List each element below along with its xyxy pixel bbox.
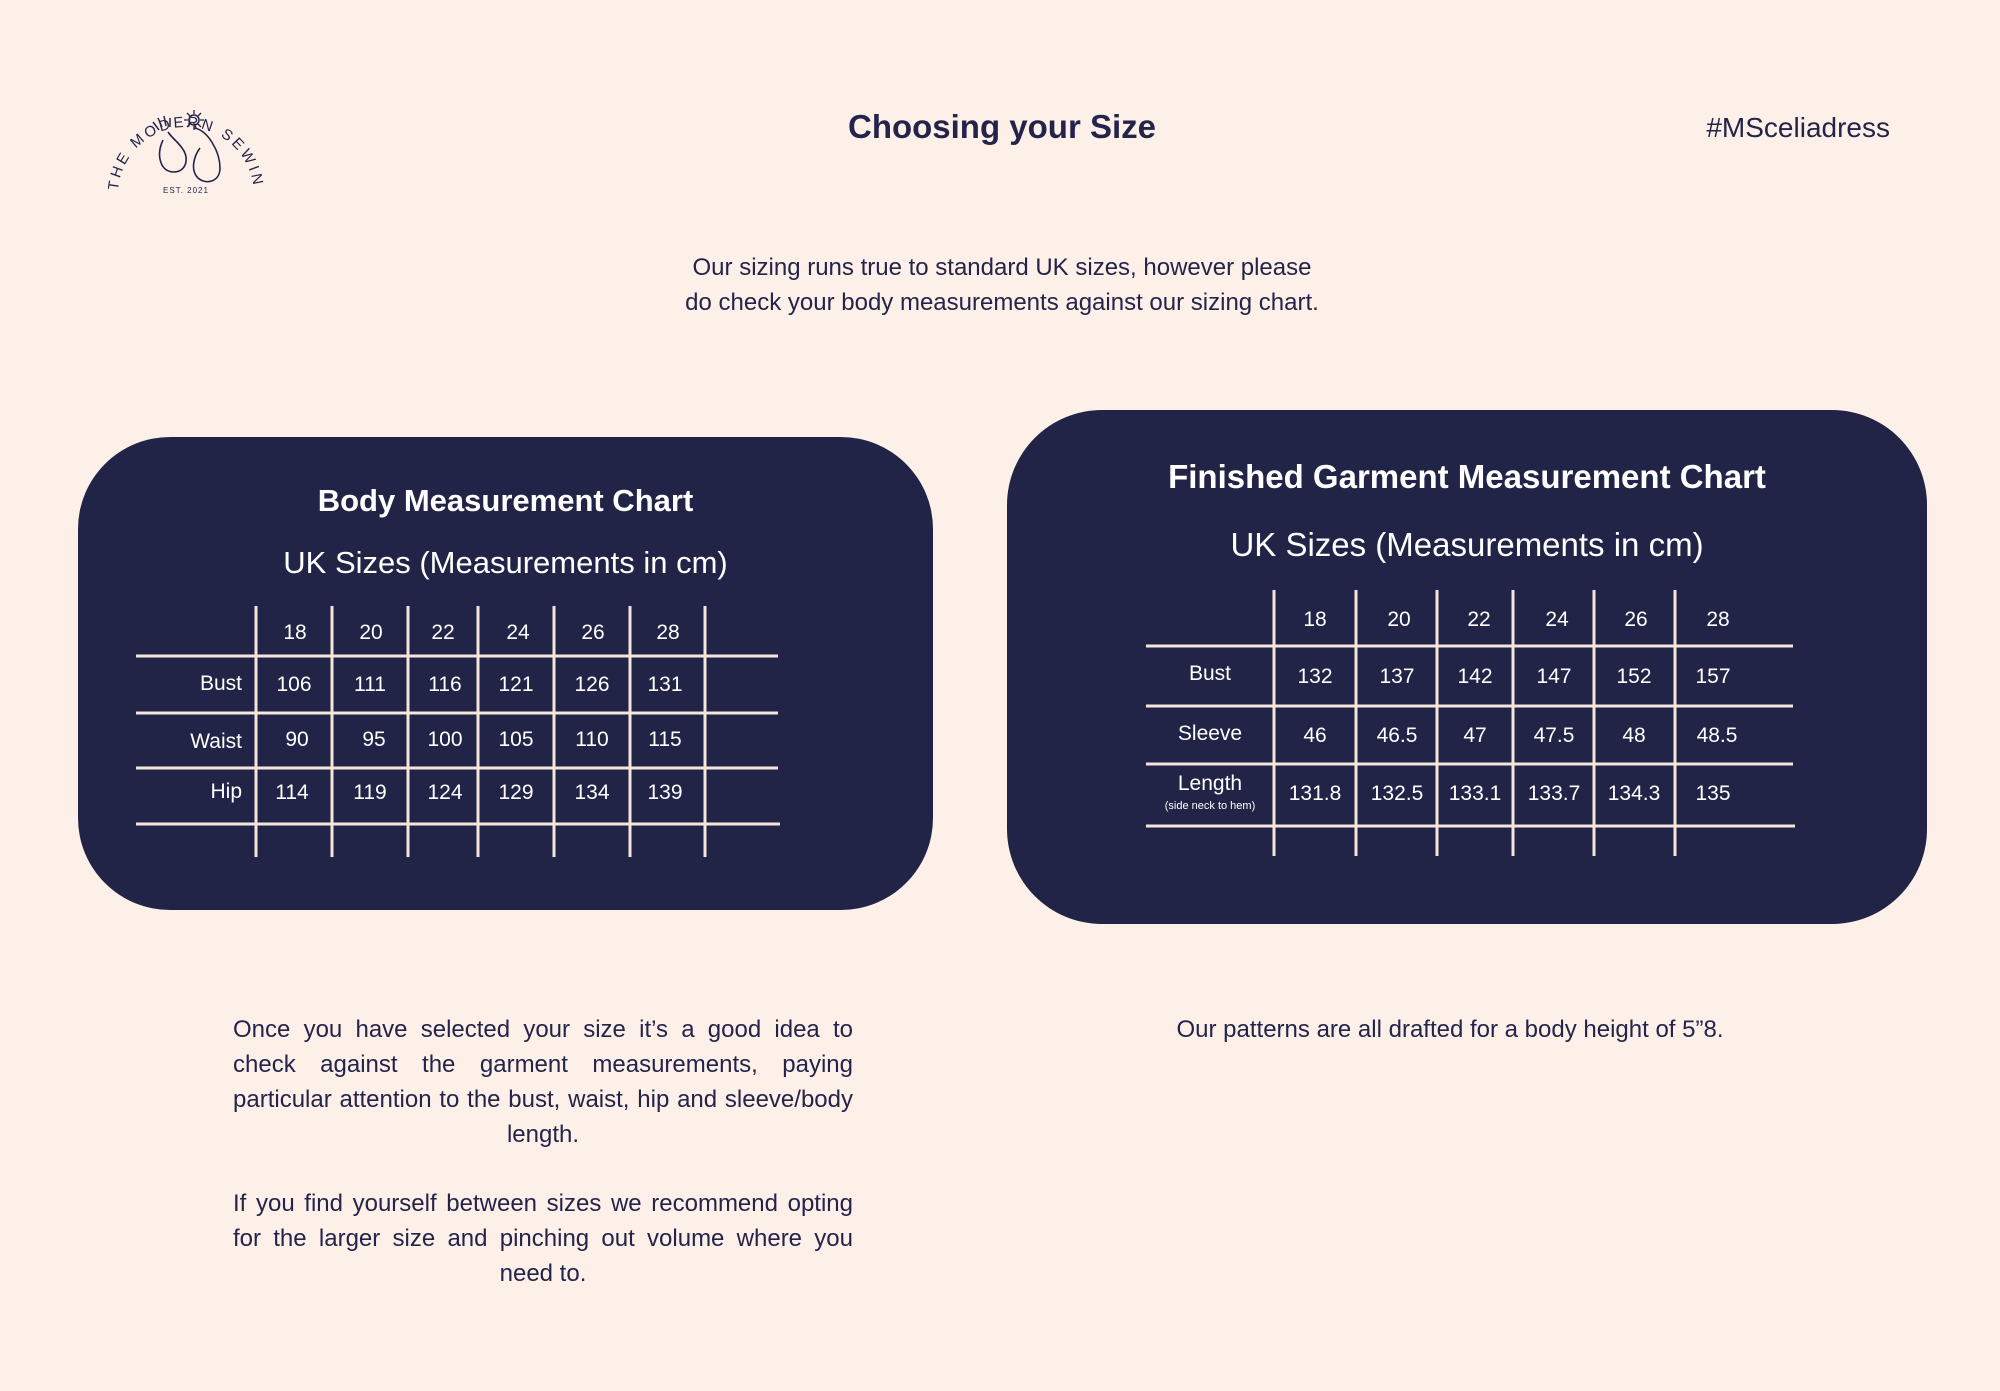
hashtag-label: #MSceliadress: [1706, 112, 1890, 143]
table-cell: 134: [574, 781, 610, 804]
intro-line-1: Our sizing runs true to standard UK sizes, however please: [692, 254, 1312, 281]
size-header: 18: [1303, 608, 1327, 631]
row-label-waist: Waist: [190, 730, 242, 753]
table-cell: 116: [428, 673, 462, 696]
table-cell: 152: [1616, 665, 1652, 688]
table-cell: 114: [275, 781, 309, 804]
table-cell: 147: [1536, 665, 1572, 688]
intro-line-2: do check your body measurements against our sizing chart.: [685, 289, 1319, 316]
row-label-length: Length: [1177, 772, 1243, 795]
size-header: 24: [506, 621, 530, 644]
garment-chart-subtitle: UK Sizes (Measurements in cm): [1230, 526, 1704, 563]
table-cell: 90: [285, 728, 309, 751]
row-label-hip: Hip: [210, 780, 242, 803]
table-cell: 47.5: [1533, 724, 1575, 747]
body-chart-title: Body Measurement Chart: [317, 483, 694, 518]
table-cell: 133.7: [1527, 782, 1581, 805]
row-label-bust: Bust: [199, 672, 242, 695]
page-title: Choosing your Size: [847, 108, 1157, 145]
table-cell: 157: [1695, 665, 1731, 688]
size-header: 22: [1467, 608, 1491, 631]
table-cell: 115: [648, 728, 682, 751]
size-advice-text: [233, 1012, 853, 1325]
table-cell: 126: [574, 673, 610, 696]
size-header: 26: [581, 621, 605, 644]
table-cell: 131: [647, 673, 683, 696]
table-cell: 134.3: [1607, 782, 1661, 805]
row-sublabel-length: (side neck to hem): [1164, 800, 1256, 812]
table-cell: 131.8: [1288, 782, 1342, 805]
row-label-sleeve: Sleeve: [1177, 722, 1243, 745]
size-header: 18: [283, 621, 307, 644]
size-header: 20: [359, 621, 383, 644]
row-label-bust: Bust: [1188, 662, 1232, 685]
size-header: 20: [1387, 608, 1411, 631]
size-header: 24: [1545, 608, 1569, 631]
size-advice-paragraph-2: If you find yourself between sizes we recommend opting for the larger size and pinching out volume where you need to.: [233, 1190, 853, 1287]
table-cell: 124: [427, 781, 463, 804]
table-cell: 95: [362, 728, 386, 751]
table-cell: 111: [354, 673, 386, 696]
table-cell: 129: [498, 781, 534, 804]
table-cell: 106: [276, 673, 312, 696]
table-cell: 48: [1622, 724, 1646, 747]
body-measurement-panel: [78, 437, 933, 910]
logo-text: HE MODERN SEWIN: [108, 113, 267, 190]
size-advice-paragraph-1: Once you have selected your size it’s a good idea to check against the garment measurements, paying particular attention to the bust, waist, hip and sleeve/body length.: [233, 1016, 853, 1148]
table-cell: 142: [1457, 665, 1493, 688]
intro-text: [0, 250, 2000, 320]
size-header: 28: [656, 621, 680, 644]
size-header: 26: [1624, 608, 1648, 631]
table-cell: 110: [575, 728, 609, 751]
garment-chart-title: Finished Garment Measurement Chart: [1168, 458, 1766, 495]
table-cell: 119: [353, 781, 387, 804]
table-cell: 105: [498, 728, 534, 751]
table-cell: 121: [498, 673, 534, 696]
table-cell: 133.1: [1448, 782, 1502, 805]
table-cell: 47: [1463, 724, 1487, 747]
table-cell: 100: [427, 728, 463, 751]
table-cell: 46: [1303, 724, 1327, 747]
table-cell: 132.5: [1370, 782, 1424, 805]
table-cell: 46.5: [1376, 724, 1418, 747]
table-cell: 132: [1297, 665, 1333, 688]
body-height-note: Our patterns are all drafted for a body height of 5”8.: [1176, 1016, 1724, 1043]
size-header: 22: [431, 621, 455, 644]
garment-measurement-panel: [1007, 410, 1927, 924]
table-cell: 137: [1379, 665, 1415, 688]
logo-est: EST. 2021: [163, 186, 209, 195]
table-cell: 139: [647, 781, 683, 804]
body-chart-subtitle: UK Sizes (Measurements in cm): [283, 545, 728, 580]
table-cell: 48.5: [1696, 724, 1738, 747]
size-header: 28: [1706, 608, 1730, 631]
table-cell: 135: [1695, 782, 1731, 805]
